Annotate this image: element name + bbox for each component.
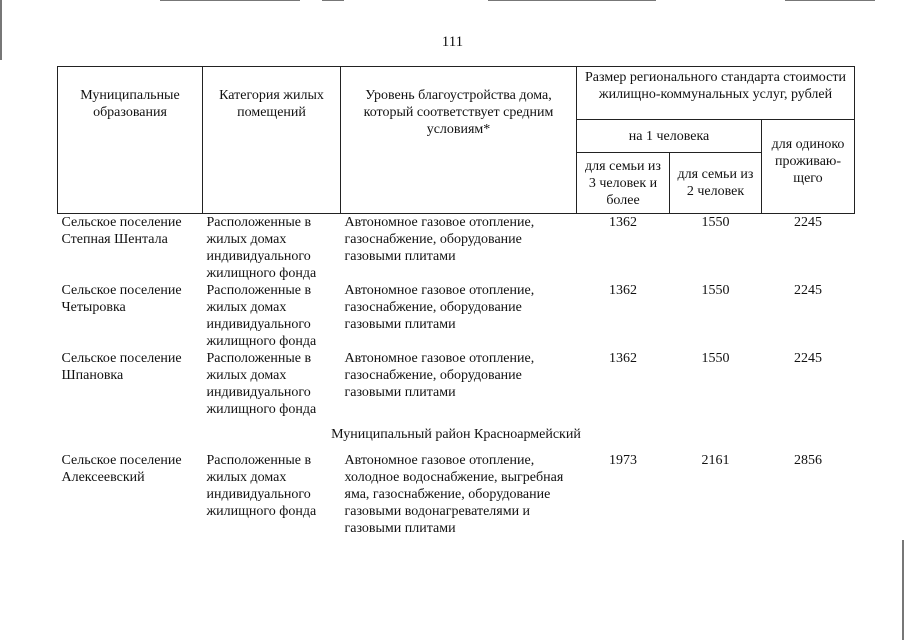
header-per-person: на 1 человека	[577, 120, 762, 153]
scan-mark-top-1	[160, 0, 300, 1]
cell-municipality: Сельское поселение Алексеевский	[61, 453, 182, 485]
cell-family-3: 1362	[609, 351, 637, 366]
cell-single: 2856	[794, 453, 822, 468]
header-family-3: для семьи из 3 человек и более	[577, 153, 670, 214]
cell-municipality: Сельское поселение Четыровка	[61, 283, 182, 315]
cell-level: Автономное газовое отопление, газоснабжение, оборудование газовыми плитами	[344, 351, 535, 400]
table-row	[58, 452, 855, 537]
section-row	[58, 418, 855, 452]
cell-municipality: Сельское поселение Шпановка	[61, 351, 182, 383]
header-level: Уровень благоустройства дома, который соответствует средним условиям*	[341, 67, 577, 214]
cell-family-2: 1550	[701, 215, 730, 230]
cell-family-3: 1973	[609, 453, 637, 468]
table-row	[58, 282, 855, 350]
header-family-2: для семьи из 2 человек	[670, 153, 762, 214]
scan-mark-right-edge	[902, 540, 904, 640]
header-single: для одиноко проживаю-щего	[762, 120, 855, 214]
table-row	[58, 350, 855, 418]
cell-municipality: Сельское поселение Степная Шентала	[61, 215, 182, 247]
header-municipality: Муниципальные образования	[58, 67, 203, 214]
header-category: Категория жилых помещений	[203, 67, 341, 214]
table-row	[58, 214, 855, 283]
cell-family-2: 1550	[701, 283, 730, 298]
cell-level: Автономное газовое отопление, холодное водоснабжение, выгребная яма, газоснабжение, оборудование газовыми водонагревателями и газовыми плитами	[344, 453, 564, 536]
header-standard: Размер регионального стандарта стоимости жилищно-коммунальных услуг, рублей	[577, 67, 855, 120]
scan-mark-top-2	[322, 0, 344, 1]
cell-category: Расположенные в жилых домах индивидуального жилищного фонда	[206, 351, 317, 417]
cell-category: Расположенные в жилых домах индивидуального жилищного фонда	[206, 283, 317, 349]
cell-level: Автономное газовое отопление, газоснабжение, оборудование газовыми плитами	[344, 283, 535, 332]
page-number: 111	[441, 34, 464, 50]
cell-family-3: 1362	[609, 283, 637, 298]
cell-family-3: 1362	[609, 215, 637, 230]
cell-single: 2245	[794, 283, 822, 298]
cell-category: Расположенные в жилых домах индивидуального жилищного фонда	[206, 215, 317, 281]
cell-family-2: 2161	[701, 453, 730, 468]
standard-cost-table	[57, 66, 855, 537]
section-title: Муниципальный район Красноармейский	[331, 427, 581, 442]
cell-category: Расположенные в жилых домах индивидуального жилищного фонда	[206, 453, 317, 519]
cell-single: 2245	[794, 351, 822, 366]
cell-level: Автономное газовое отопление, газоснабжение, оборудование газовыми плитами	[344, 215, 535, 264]
scan-mark-top-3	[488, 0, 656, 1]
scan-mark-top-4	[785, 0, 875, 1]
cell-family-2: 1550	[701, 351, 730, 366]
cell-single: 2245	[794, 215, 822, 230]
scan-mark-left-edge	[0, 0, 2, 60]
